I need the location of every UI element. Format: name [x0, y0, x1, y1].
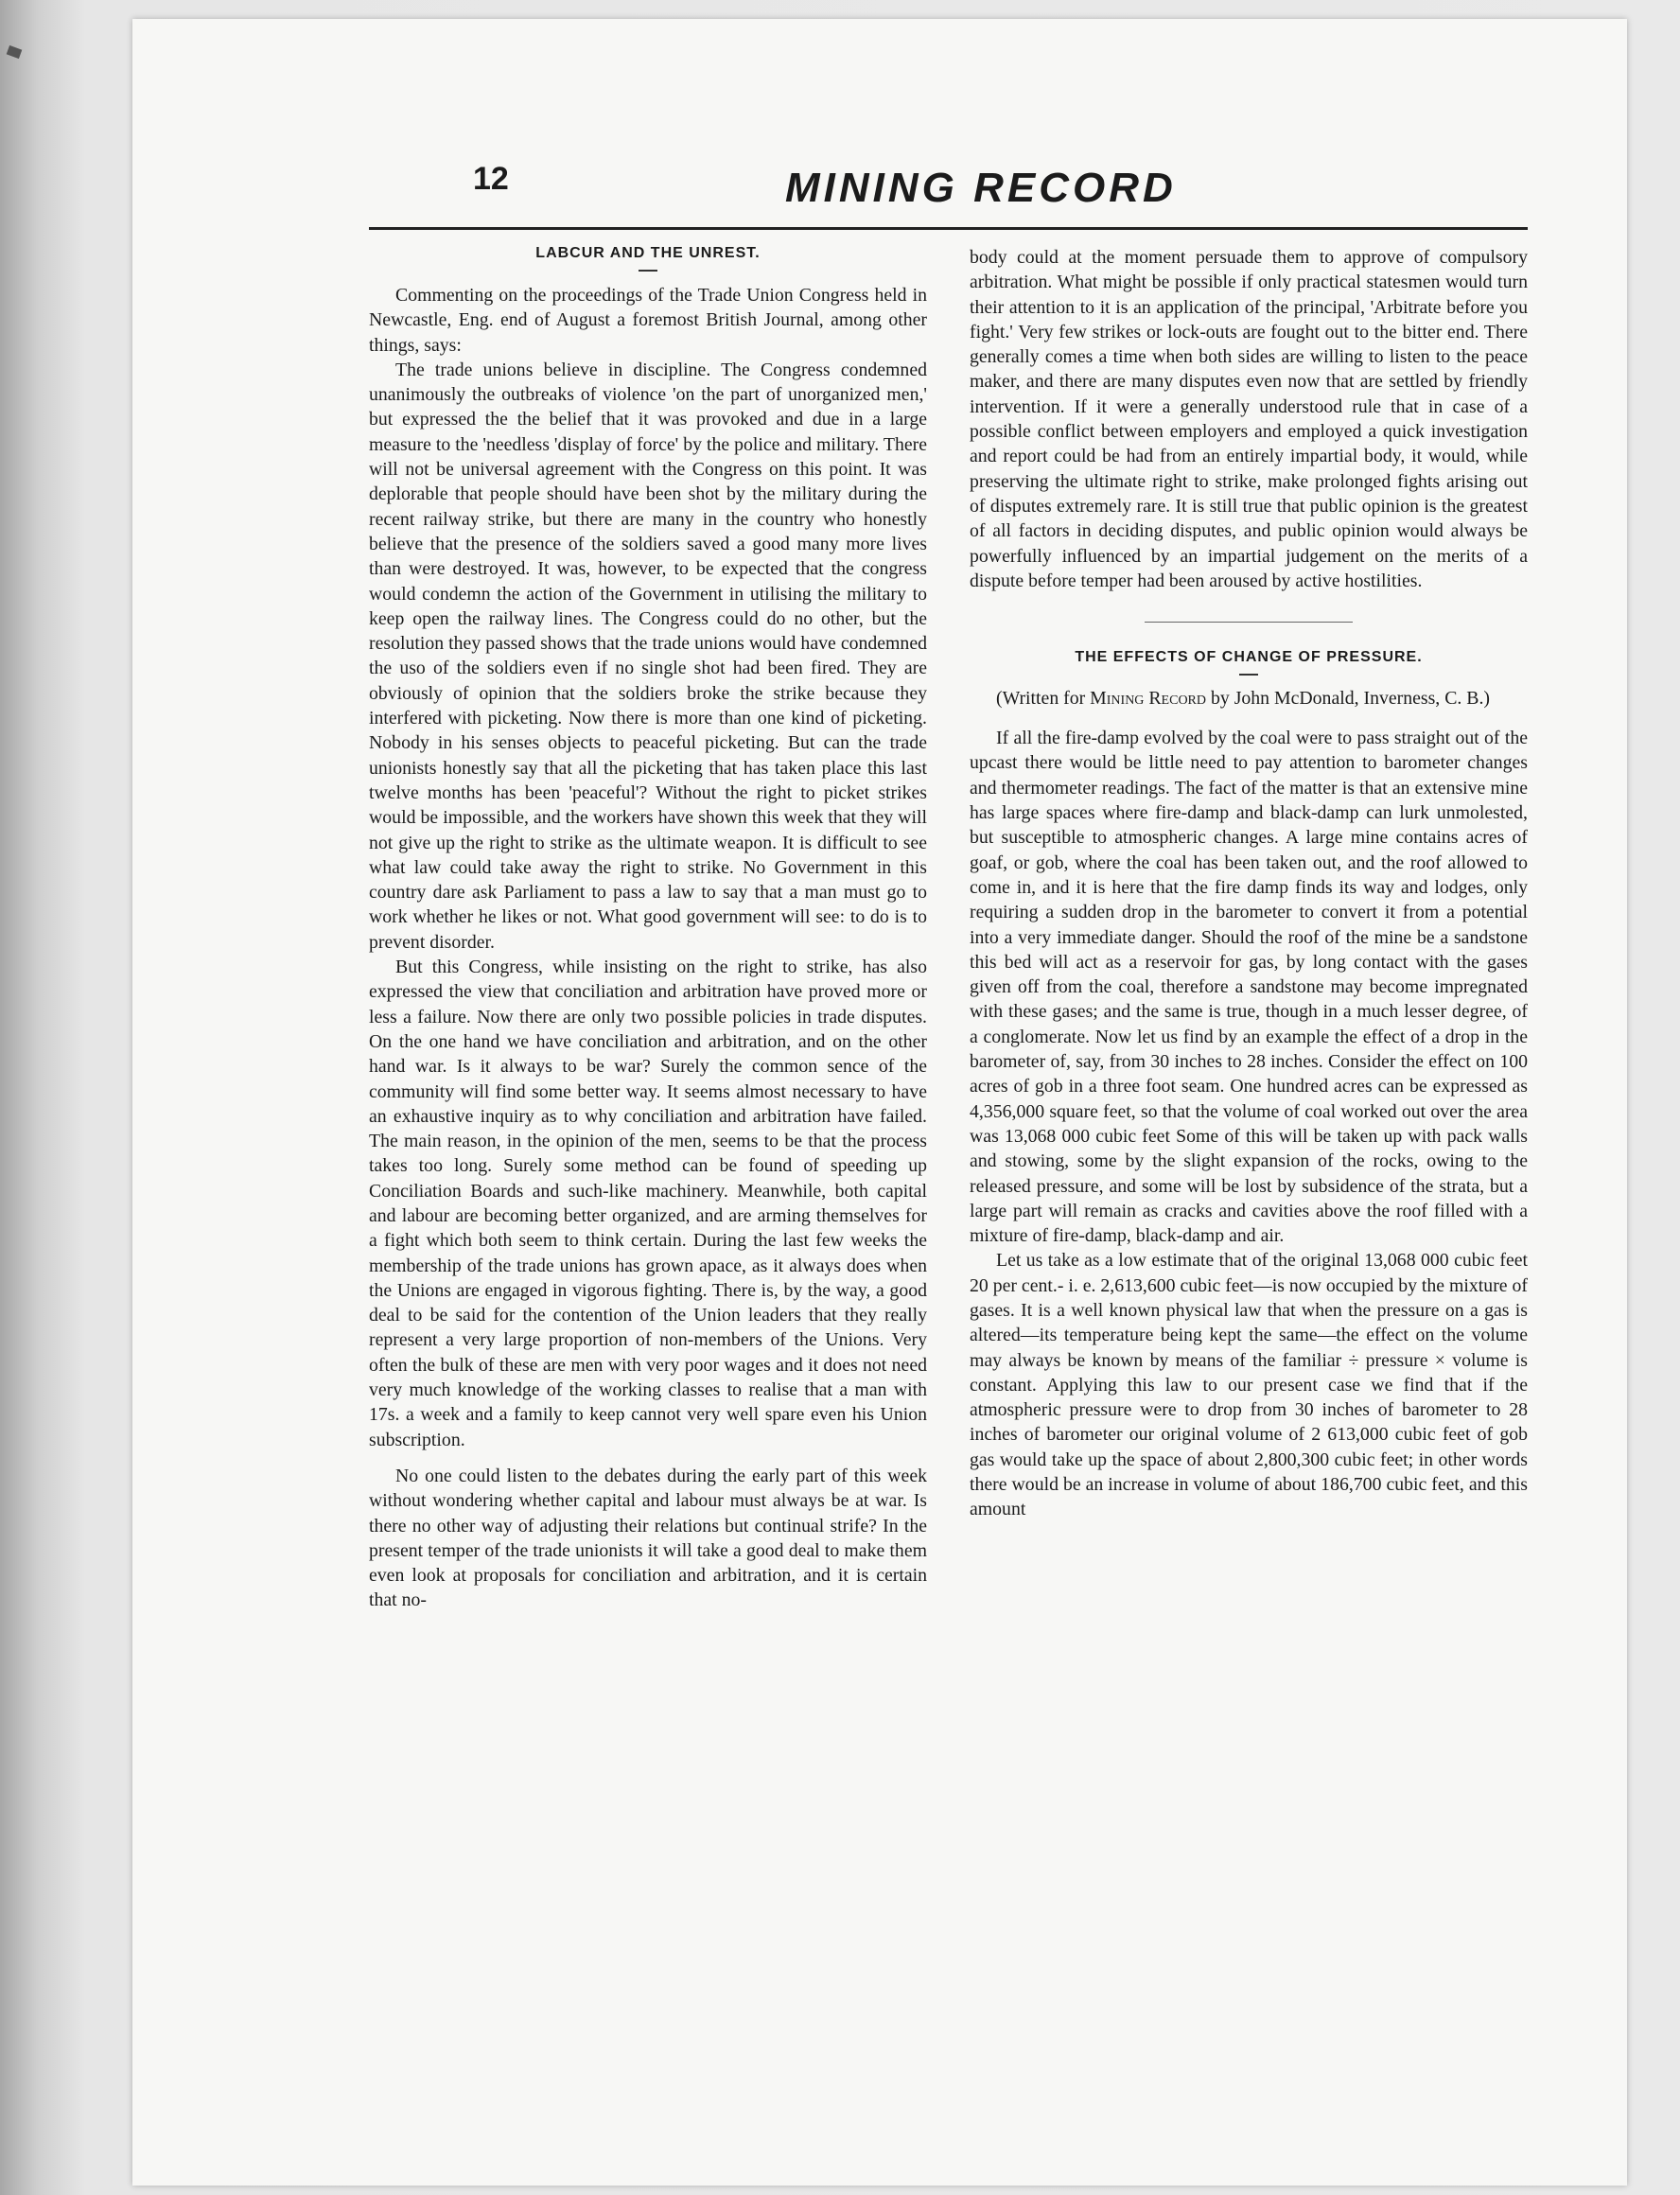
article-separator-rule — [1145, 622, 1353, 623]
scan-edge-mark — [7, 45, 23, 59]
paragraph: If all the fire-damp evolved by the coal were to pass straight out of the upcast there would be little need to pay attention to barometer changes and thermometer readings. The fact of the matter is that an extensive mine has large spaces where fire-damp and black-damp can lurk unmolested, but susceptible to atmospheric changes. A large mine contains acres of goaf, or gob, where the coal has been taken out, and the roof allowed to come in, and it is here that the fire damp finds its way and lodges, only requiring a sudden drop in the barometer to convert it from a potential into a very immediate danger. Should the roof of the mine be a sandstone this bed will act as a reservoir for gas, by long contact with the gases given off from the coal, therefore a sandstone may become impregnated with these gases; and the same is true, though in a much lesser degree, of a conglomerate. Now let us find by an example the effect of a drop in the barometer of, say, from 30 inches to 28 inches. Consider the effect on 100 acres of gob in a three foot seam. One hundred acres can be expressed as 4,356,000 square feet, so that the volume of coal worked out over the area was 13,068 000 cubic feet Some of this will be taken up with pack walls and stowing, some by the slight expansion of the rocks, owing to the released pressure, and some will be lost by subsidence of the strata, but a large part will remain as cracks and cavities above the roof filled with a mixture of fire-damp, black-damp and air. — [970, 728, 1528, 1247]
paragraph: The trade unions believe in discipline. The Congress condemned unanimously the outbreaks of violence 'on the part of unorganized men,' but expressed the the belief that it was provoked and due in a large measure to the 'needless 'display of force' by the police and military. There will not be universal agreement with the Congress on this point. It was deplorable that people should have been shot by the military during the recent railway strike, but there are many in the country who honestly believe that the presence of the soldiers saved a good many more lives than were destroyed. It was, however, to be expected that the congress would condemn the action of the Government in utilising the military to keep open the railway lines. The Congress could do no other, but the resolution they passed shows that the trade unions would have condemned the uso of the soldiers even if no single shot had been fired. They are obviously of opinion that the soldiers broke the strike because they interfered with picketing. Now there is more than one kind of picketing. Nobody in his senses objects to peaceful picketing. But can the trade unionists honestly say that all the picketing that has taken place this last twelve months has been 'peaceful'? Without the right to picket strikes would be impossible, and the workers have shown this week that they will not give up the right to strike as the ultimate weapon. It is difficult to see what law could take away the right to strike. No Government in this country dare ask Parliament to pass a law to say that a man must go to work whether he likes or not. What good government will see: to do is to prevent disorder. — [369, 359, 927, 953]
paragraph: No one could listen to the debates during the early part of this week without wondering whether capital and labour must always be at war. Is there no other way of adjusting their relations but continual strife? In the present temper of the trade unionists it will take a good deal to make them even look at proposals for conciliation and arbitration, and it is certain that no- — [369, 1465, 927, 1611]
page-content — [369, 161, 1528, 2063]
paragraph-continuation: body could at the moment persuade them to approve of compulsory arbitration. What might be possible if only practical statesmen would turn their attention to it is an application of the principal, 'Arbitrate before you fight.' Very few strikes or lock-outs are fought out to the bitter end. There generally comes a time when both sides are willing to listen to the peace maker, and there are many disputes even now that are settled by friendly intervention. If it were a generally understood rule that in case of a possible conflict between employers and employed a quick investigation and report could be had from an entirely impartial body, it would, while preserving the ultimate right to strike, make prolonged fights arising out of disputes extremely rare. It is still true that public opinion is the greatest of all factors in deciding disputes, and public opinion would always be powerfully influenced by an impartial judgement on the merits of a dispute before temper had been aroused by active hostilities. — [970, 247, 1528, 591]
left-column — [369, 245, 927, 2043]
byline-author: by John McDonald, Inverness, C. B.) — [1206, 688, 1490, 710]
byline-journal: Mining Record — [1090, 688, 1207, 710]
article-heading-labour: LABCUR AND THE UNREST. — [535, 245, 761, 261]
journal-title: MINING RECORD — [785, 165, 1177, 211]
paragraph: Commenting on the proceedings of the Trade Union Congress held in Newcastle, Eng. end of August a foremost British Journal, among other things, says: — [369, 285, 927, 356]
heading-dash — [639, 270, 657, 272]
heading-dash — [1239, 674, 1258, 676]
document-page — [132, 19, 1627, 2186]
byline-prefix: (Written for — [996, 688, 1091, 710]
byline — [970, 687, 1528, 711]
paragraph: Let us take as a low estimate that of the original 13,068 000 cubic feet 20 per cent.- i. e. 2,613,600 cubic feet—is now occupied by the mixture of gases. It is a well known physical law that when the pressure on a gas is altered—its temperature being kept the same—the effect on the volume may always be known by means of the familiar ÷ pressure × volume is constant. Applying this law to our present case we find that if the atmospheric pressure were to drop from 30 inches of barometer to 28 inches of barometer our original volume of 2 613,000 cubic feet of gob gas would take up the space of about 2,800,300 cubic feet; in other words there would be an increase in volume of about 186,700 cubic feet, and this amount — [970, 1250, 1528, 1520]
article-heading-pressure: THE EFFECTS OF CHANGE OF PRESSURE. — [1075, 649, 1423, 666]
running-head — [369, 161, 1528, 230]
paragraph-gap — [369, 1452, 927, 1464]
right-column — [970, 245, 1528, 2043]
two-column-body — [369, 245, 1528, 2043]
page-number: 12 — [473, 161, 509, 197]
paragraph: But this Congress, while insisting on the right to strike, has also expressed the view that conciliation and arbitration have proved more or less a failure. Now there are only two possible policies in trade disputes. On the one hand we have conciliation and arbitration, and on the other hand war. Is it always to be war? Surely the common sence of the community will find some better way. It seems almost necessary to have an exhaustive inquiry as to why conciliation and arbitration have failed. The main reason, in the opinion of the men, seems to be that the process takes too long. Surely some method can be found of speeding up Conciliation Boards and such-like machinery. Meanwhile, both capital and labour are becoming better organized, and are arming themselves for a fight which both seem to think certain. During the last few weeks the membership of the trade unions has grown apace, as it always does when the Unions are engaged in vigorous fighting. There is, by the way, a good deal to be said for the contention of the Union leaders that they really represent a very large proportion of non-members of the Unions. Very often the bulk of these are men with very poor wages and it does not need very much knowledge of the working classes to realise that a man with 17s. a week and a family to keep cannot very well spare even his Union subscription. — [369, 957, 927, 1450]
